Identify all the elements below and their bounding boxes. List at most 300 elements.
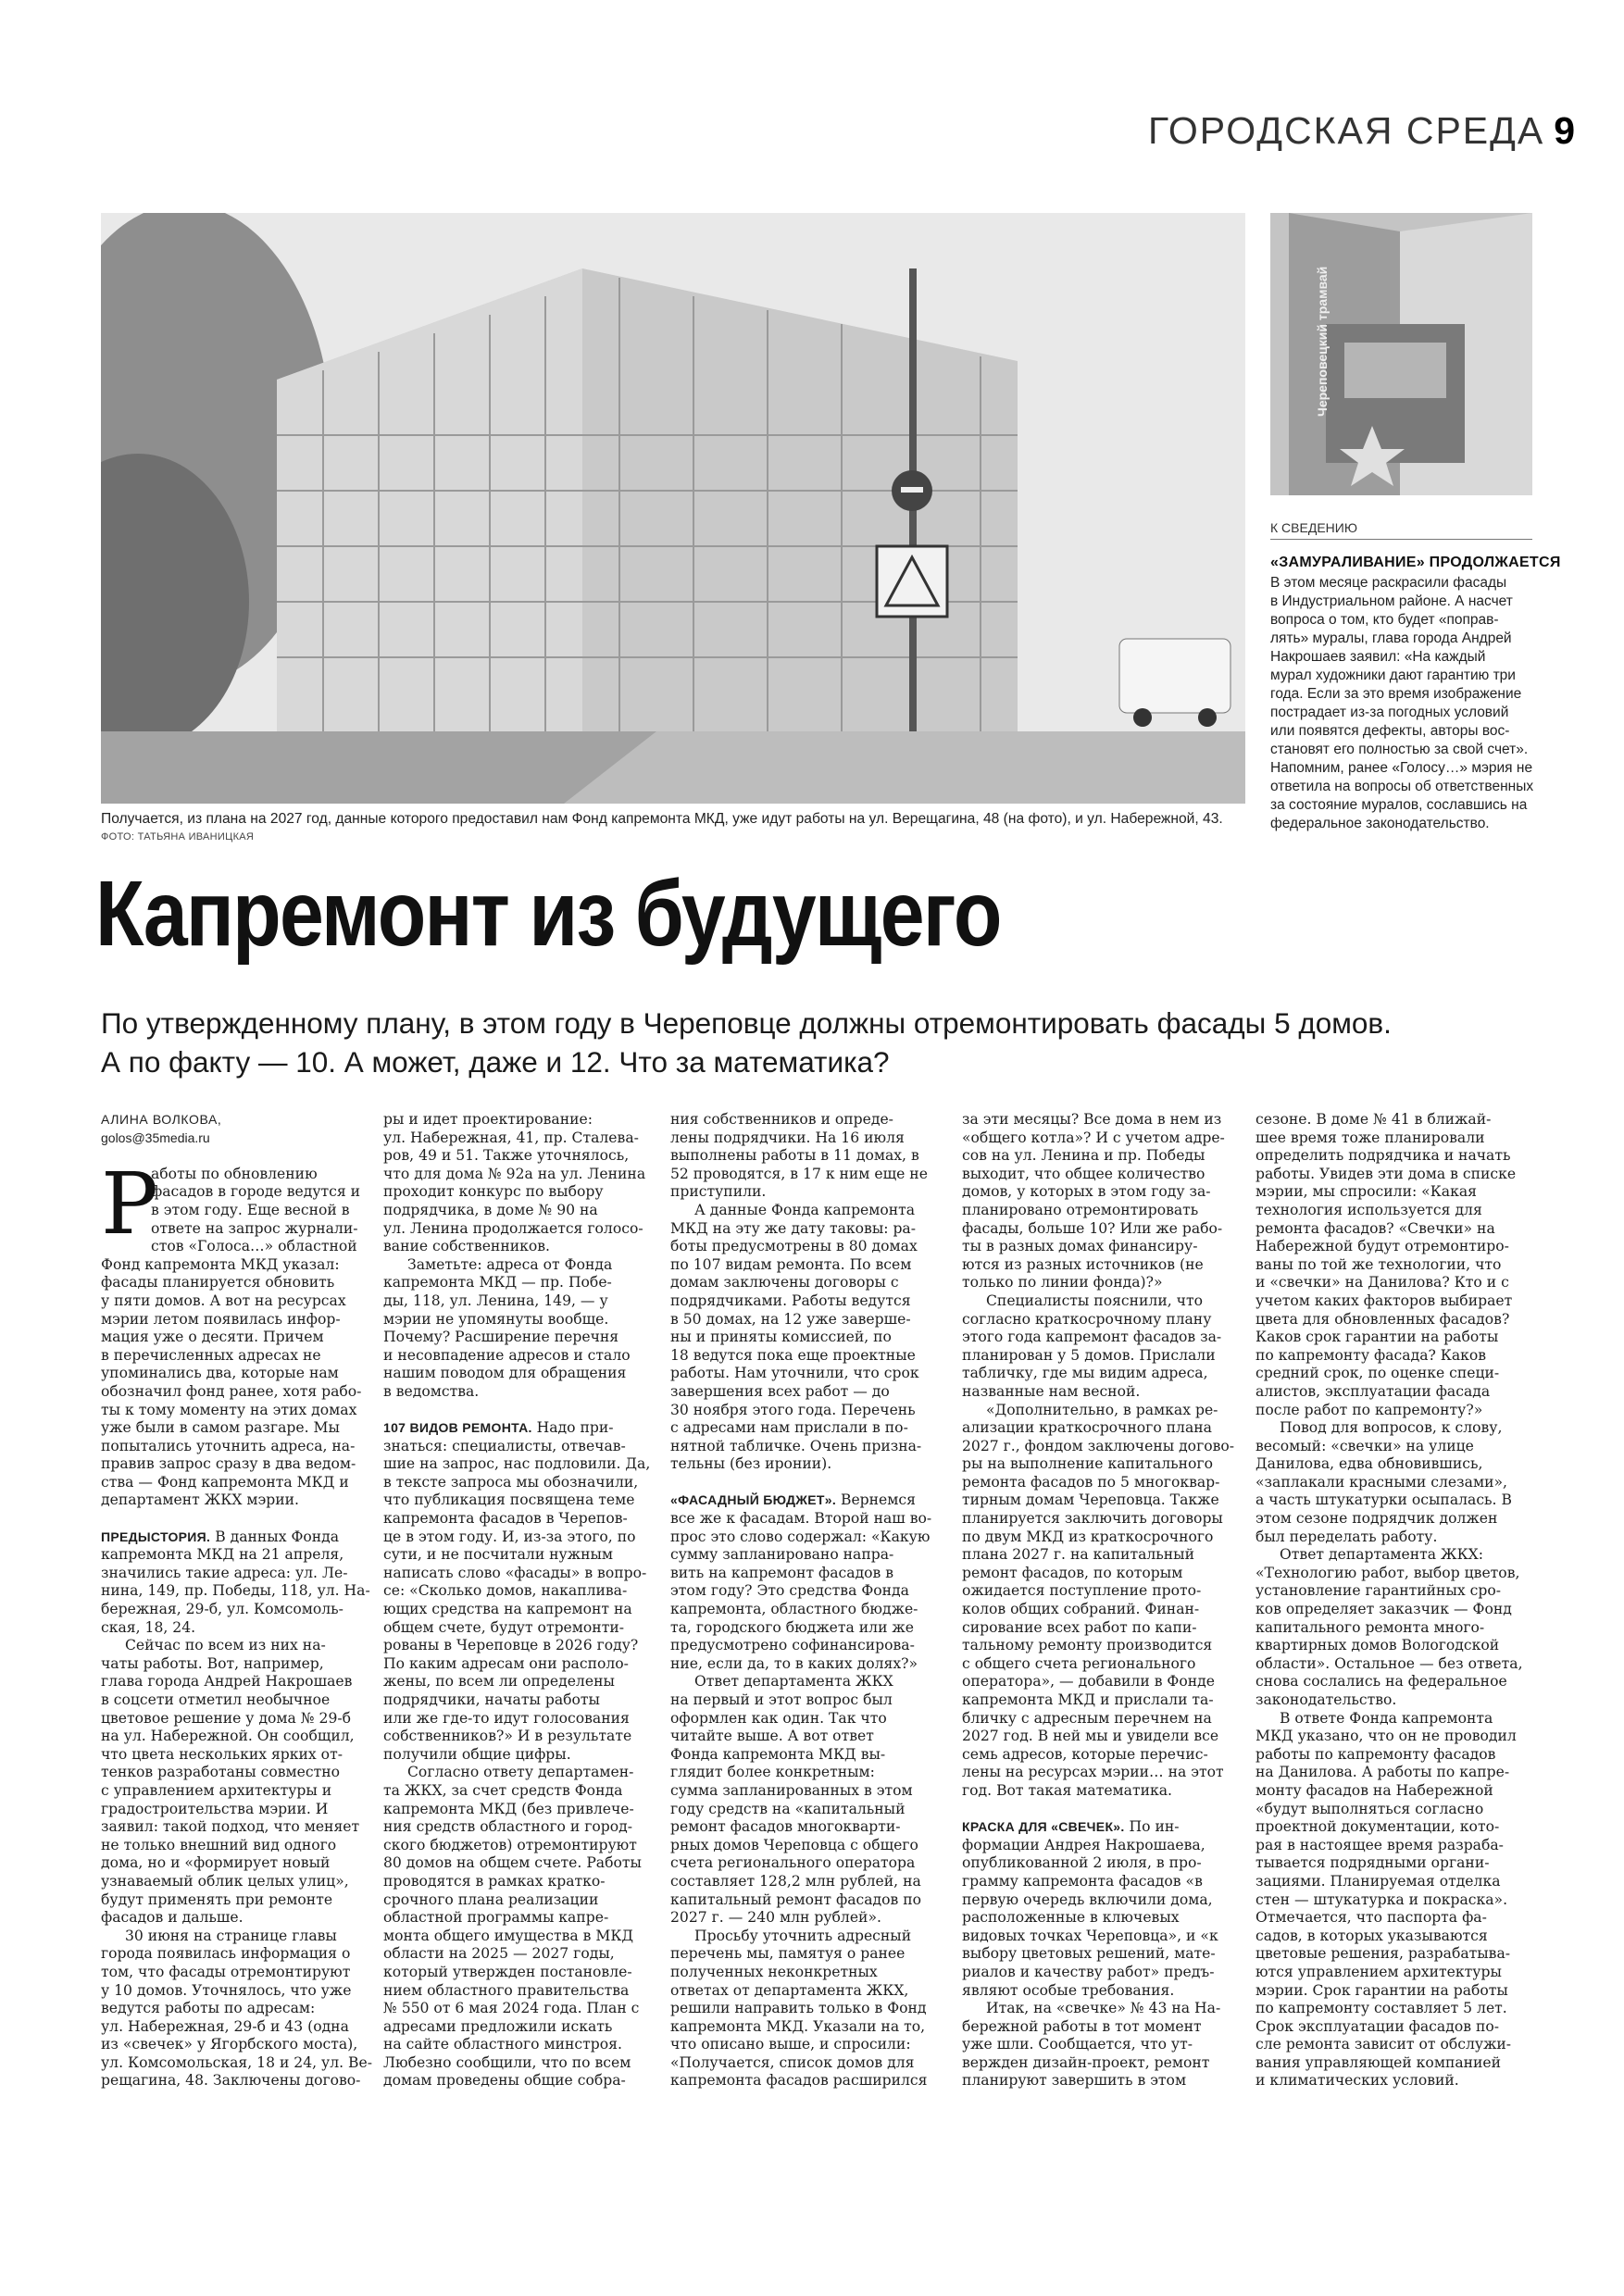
text-line: домам заключены договоры с (670, 1274, 899, 1292)
text-line: 2027 г., фондом заключены догово- (962, 1437, 1235, 1454)
sidebar-line: мурал художники дают гарантию три (1270, 668, 1516, 683)
text-line: все же к фасадам. Второй наш во- (670, 1510, 932, 1528)
text-line: Отмечается, что паспорта фа- (1255, 1909, 1487, 1927)
text-line: ремонта фасадов? «Свечки» на (1255, 1219, 1495, 1237)
text-line: грамму капремонта фасадов «в (962, 1872, 1203, 1890)
text-line: проектной документации, кото- (1255, 1818, 1500, 1836)
mural-photo (1270, 213, 1532, 495)
text-line: предусмотрено софинансирова- (670, 1637, 915, 1654)
text-line: тельны (без иронии). (670, 1455, 832, 1473)
text-line: подрядчики, начаты работы (383, 1691, 600, 1708)
text-line: Ответ департамента ЖКХ (694, 1673, 893, 1691)
text-line: выполнены работы в 11 домах, в (670, 1147, 919, 1165)
text-span: В данных Фонда (210, 1528, 340, 1545)
text-line: семь адресов, которые перечис- (962, 1745, 1208, 1763)
text-line: колов общих собраний. Финан- (962, 1601, 1200, 1618)
text-line: областной программы капре- (383, 1909, 609, 1927)
text-line: По каким адресам они располо- (383, 1654, 629, 1672)
sidebar-line: за состояние муралов, сославшись на (1270, 797, 1528, 813)
text-line: «Дополнительно, в рамках ре- (986, 1401, 1218, 1418)
text-line: жены, по всем ли определены (383, 1673, 615, 1691)
text-line: планирован у 5 домов. Прислали (962, 1346, 1216, 1364)
text-line: капремонта МКД — пр. Побе- (383, 1274, 612, 1292)
text-line: лены подрядчики. На 16 июля (670, 1129, 905, 1146)
text-line: рещагина, 48. Заключены догово- (101, 2072, 361, 2090)
sidebar-line: вопроса о том, кто будет «поправ- (1270, 612, 1499, 628)
text-line: капремонта МКД на 21 апреля, (101, 1546, 344, 1564)
text-line: капитальный ремонт фасадов по (670, 1890, 922, 1908)
text-line: вержден дизайн-проект, ремонт (962, 2053, 1210, 2071)
text-line: за эти месяцы? Все дома в нем из (962, 1111, 1222, 1128)
text-line: ул. Набережная, 41, пр. Сталева- (383, 1129, 639, 1146)
text-line: капитального ремонта много- (1255, 1618, 1485, 1636)
text-line: из «свечек» у Ягорбского моста), (101, 2036, 358, 2053)
text-line: этого года капремонт фасадов за- (962, 1329, 1222, 1346)
text-line: в 50 домах, на 12 уже заверше- (670, 1310, 911, 1328)
text-line: ды, 118, ул. Ленина, 149, — у (383, 1292, 608, 1309)
text-span: По ин- (1124, 1818, 1180, 1836)
text-line: цветовые решения, разрабатыва- (1255, 1945, 1511, 1963)
text-line: попытались уточнить адреса, на- (101, 1437, 356, 1454)
text-line: обозначил фонд ранее, хотя рабо- (101, 1382, 362, 1400)
text-line: оформлен как один. Так что (670, 1709, 887, 1727)
text-line: Сейчас по всем из них на- (125, 1637, 326, 1654)
text-line: ул. Ленина продолжается голосо- (383, 1219, 643, 1237)
text-line: ров, 49 и 51. Также уточнялось, (383, 1147, 630, 1165)
text-line: ского бюджетов) отремонтируют (383, 1836, 637, 1853)
text-line: капремонта фасадов в Черепов- (383, 1510, 628, 1528)
text-line: капремонта МКД и прислали та- (962, 1691, 1214, 1708)
text-line: по капремонту фасада? Каков (1255, 1346, 1487, 1364)
text-line: Заметьте: адреса от Фонда (407, 1255, 613, 1273)
text-line: планируют завершить в этом (962, 2072, 1187, 2090)
text-line: общем счете, будут отремонти- (383, 1618, 624, 1636)
text-line: фасады, больше 10? Или же рабо- (962, 1219, 1223, 1237)
text-line: шее время тоже планировали (1255, 1129, 1485, 1146)
text-line: градостроительства мэрии. И (101, 1800, 329, 1817)
text-line: области». Остальное — без ответа, (1255, 1654, 1523, 1672)
text-line: прос это слово содержал: «Какую (670, 1528, 931, 1545)
text-line: на ул. Набережной. Он сообщил, (101, 1728, 355, 1745)
text-line: знаться: специалисты, отвечав- (383, 1437, 626, 1454)
text-line: чаты работы. Вот, например, (101, 1654, 324, 1672)
text-line: сезоне. В доме № 41 в ближай- (1255, 1111, 1492, 1128)
text-line: 30 ноября этого года. Перечень (670, 1401, 916, 1418)
text-line: Специалисты пояснили, что (986, 1292, 1203, 1309)
text-line: подрядчика, в доме № 90 на (383, 1201, 598, 1218)
text-line: рованы в Череповце в 2026 году? (383, 1637, 639, 1654)
text-line: уже шли. Сообщается, что ут- (962, 2036, 1193, 2053)
text-line: перечень мы, памятуя о ранее (670, 1945, 906, 1963)
text-line: и «свечки» на Данилова? Кто и с (1255, 1274, 1509, 1292)
text-line: решили направить только в Фонд (670, 2000, 927, 2017)
text-line: Повод для вопросов, к слову, (1280, 1419, 1503, 1437)
text-line: год. Вот такая математика. (962, 1781, 1172, 1799)
text-line: 2027 год. В ней мы и увидели все (962, 1728, 1219, 1745)
headline: Капремонт из будущего (95, 862, 1001, 966)
text-line: Итак, на «свечке» № 43 на На- (986, 2000, 1221, 2017)
text-line: проводятся в рамках кратко- (383, 1872, 606, 1890)
text-line: получили общие цифры. (383, 1745, 571, 1763)
text-line: Согласно ответу департамен- (407, 1764, 634, 1781)
sidebar-line: года. Если за это время изображение (1270, 686, 1522, 702)
text-line: лены на ресурсах мэрии… на этот (962, 1764, 1224, 1781)
text-line: работы. Нам уточнили, что срок (670, 1365, 919, 1382)
text-line: упоминались два, которые нам (101, 1365, 339, 1382)
text-line: тенков разработаны совместно (101, 1764, 341, 1781)
sidebar-text (1270, 574, 1539, 833)
section-header (1148, 109, 1576, 153)
lead-line: А по факту — 10. А может, даже и 12. Что за математика? (101, 1045, 890, 1079)
text-line: полученных неконкретных (670, 1963, 878, 1980)
text-line: боты предусмотрены в 80 домах (670, 1238, 918, 1255)
text-line: глядит более конкретным: (670, 1764, 875, 1781)
text-line: срочного плана реализации (383, 1890, 599, 1908)
text-line: по капремонту составляет 5 лет. (1255, 2000, 1507, 2017)
text-line: ваны по той же технологии, что (1255, 1255, 1502, 1273)
sidebar-line: ответила на вопросы об ответственных (1270, 779, 1534, 794)
article-column-2 (383, 1111, 651, 2090)
text-line: «заплакали красными слезами», (1255, 1473, 1507, 1491)
text-line: выбору цветовых решений, мате- (962, 1945, 1216, 1963)
text-line: Почему? Расширение перечня (383, 1329, 619, 1346)
text-line: проходит конкурс по выбору (383, 1183, 604, 1201)
text-line: «общего котла»? И с учетом адре- (962, 1129, 1225, 1146)
text-line: будут применять при ремонте (101, 1890, 333, 1908)
lead-paragraph (101, 1004, 1545, 1081)
text-line: установление гарантийных сро- (1255, 1582, 1501, 1600)
text-line: ведутся работы по адресам: (101, 2000, 316, 2017)
sidebar-line: федеральное законодательство. (1270, 816, 1490, 831)
text-line: 80 домов на общем счете. Работы (383, 1854, 642, 1872)
text-line: области на 2025 — 2027 годы, (383, 1945, 615, 1963)
text-line: технология используется для (1255, 1201, 1482, 1218)
text-line: шие на запрос, нас подловили. Да, (383, 1455, 651, 1473)
text-line: бличку с адресным перечнем на (962, 1709, 1212, 1727)
text-line: в перечисленных адресах не (101, 1346, 321, 1364)
sidebar-line: Напомним, ранее «Голосу…» мэрия не (1270, 760, 1533, 776)
text-line: с общего счета регионального (962, 1654, 1196, 1672)
text-line: та ЖКХ, за счет средств Фонда (383, 1781, 623, 1799)
mural-text: Череповецкий трамвай (1315, 266, 1330, 417)
text-line: ализации краткосрочного плана (962, 1419, 1212, 1437)
text-line: в ведомства. (383, 1382, 480, 1400)
text-line: являют особые требования. (962, 1981, 1175, 1999)
text-line: ремонт фасадов, по которым (962, 1564, 1183, 1581)
byline-name: АЛИНА ВОЛКОВА, (101, 1112, 222, 1127)
text-line: ты к тому моменту на этих домах (101, 1401, 357, 1418)
text-line: глава города Андрей Накрошаев (101, 1673, 353, 1691)
text-line: монту фасадов на Набережной (1255, 1781, 1493, 1799)
text-line: оператора», — добавили в Фонде (962, 1673, 1215, 1691)
text-line: ются из разных источников (не (962, 1255, 1204, 1273)
text-line: цвета для обновленных фасадов? (1255, 1310, 1510, 1328)
text-line: мэрии летом появилась инфор- (101, 1310, 341, 1328)
text-line: счета регионального оператора (670, 1854, 916, 1872)
text-line: «Технологию работ, выбор цветов, (1255, 1564, 1520, 1581)
text-line: МКД указано, что он не проводил (1255, 1728, 1517, 1745)
text-line: тальному ремонту производится (962, 1637, 1213, 1654)
text-line: дома, но и «формирует новый (101, 1854, 331, 1872)
text-line: бережной работы в тот момент (962, 2017, 1202, 2035)
text-line: МКД на эту же дату таковы: ра- (670, 1219, 917, 1237)
text-line: планировано отремонтировать (962, 1201, 1199, 1218)
text-line: Ответ департамента ЖКХ: (1280, 1546, 1484, 1564)
text-line: завершения всех работ — до (670, 1382, 890, 1400)
text-line: на Данилова. А работы по капре- (1255, 1764, 1510, 1781)
text-line: подрядчиками. Работы ведутся (670, 1292, 911, 1309)
text-line: алистов, эксплуатации фасада (1255, 1382, 1491, 1400)
text-line: фасадов в городе ведутся и (151, 1183, 361, 1201)
text-line: ния собственников и опреде- (670, 1111, 893, 1128)
text-line: квартирных домов Вологодской (1255, 1637, 1500, 1654)
text-line: мэрии. Срок гарантии на работы (1255, 1981, 1508, 1999)
text-line: Каков срок гарантии на работы (1255, 1329, 1499, 1346)
text-line: нашим поводом для обращения (383, 1365, 627, 1382)
drop-cap: Р (101, 1154, 158, 1254)
sidebar-line: пострадает из-за погодных условий (1270, 705, 1509, 720)
sidebar-rule (1270, 539, 1532, 540)
text-line: департамент ЖКХ мэрии. (101, 1491, 299, 1509)
text-line: капремонта МКД (без привлече- (383, 1800, 634, 1817)
subhead: КРАСКА ДЛЯ «СВЕЧЕК». (962, 1819, 1125, 1835)
text-line: средний срок, по оценке специ- (1255, 1365, 1500, 1382)
text-line: мэрии не упомянуты вообще. (383, 1310, 609, 1328)
text-line: ул. Набережная, 29-б и 43 (одна (101, 2017, 349, 2035)
text-line: № 550 от 6 мая 2024 года. План с (383, 2000, 640, 2017)
text-line: правив запрос сразу в два ведом- (101, 1455, 356, 1473)
text-line: капремонта МКД. Указали на то, (670, 2017, 926, 2035)
text-line: «будут выполняться согласно (1255, 1800, 1484, 1817)
text-line: ющих средства на капремонт на (383, 1601, 632, 1618)
page-number: 9 (1554, 109, 1576, 152)
text-line: законодательство. (1255, 1691, 1397, 1708)
byline-email: golos@35media.ru (101, 1129, 210, 1145)
text-line: учетом каких факторов выбирает (1255, 1292, 1513, 1309)
sidebar-line: лять» муралы, глава города Андрей (1270, 630, 1512, 646)
text-line: мэрии, мы спросили: «Какая (1255, 1183, 1477, 1201)
text-line: узнаваемый облик целых улиц», (101, 1872, 349, 1890)
text-line: монта общего имущества в МКД (383, 1927, 634, 1944)
text-line: ты в разных домах финансиру- (962, 1238, 1198, 1255)
text-line: аботы по обновлению (151, 1165, 318, 1182)
mural-image (1270, 213, 1532, 495)
text-line: ская, 18, 24. (101, 1618, 196, 1636)
text-line: капремонта фасадов расширился (670, 2072, 928, 2090)
text-line: значились такие адреса: ул. Ле- (101, 1564, 348, 1581)
section-name: ГОРОДСКАЯ СРЕДА (1148, 109, 1545, 152)
text-line: ние, если да, то в каких долях?» (670, 1654, 918, 1672)
text-line: написать слово «фасады» в вопро- (383, 1564, 647, 1581)
text-line: что описано выше, и спросили: (670, 2036, 911, 2053)
text-line: с управлением архитектуры и (101, 1781, 332, 1799)
text-line: Любезно сообщили, что по всем (383, 2053, 631, 2071)
text-line: Фонд капремонта МКД указал: (101, 1255, 340, 1273)
text-line: сирование всех работ по капи- (962, 1618, 1197, 1636)
text-line: тывается подрядными органи- (1255, 1854, 1490, 1872)
sidebar-line: Накрошаев заявил: «На каждый (1270, 649, 1486, 665)
text-line: цветовое решение у дома № 29-б (101, 1709, 352, 1727)
text-line: бережная, 29-б, ул. Комсомоль- (101, 1601, 344, 1618)
text-line: рных домов Череповца с общего (670, 1836, 918, 1853)
text-line: только по линии фонда)?» (962, 1274, 1163, 1292)
text-line: ремонта фасадов по 5 многоквар- (962, 1473, 1220, 1491)
photo-caption: Получается, из плана на 2027 год, данные которого предоставил нам Фонд капремонта МКД, уже идут работы на ул. Верещагина, 48 (на фото), и ул. Набережной, 43. (101, 811, 1223, 827)
text-line: ответе на запрос журнали- (151, 1219, 358, 1237)
text-line: ремонт фасадов многокварти- (670, 1818, 901, 1836)
text-line: составляет 128,2 млн рублей, на (670, 1872, 921, 1890)
text-line: ния средств областного и город- (383, 1818, 633, 1836)
text-line: в тексте запроса мы обозначили, (383, 1473, 639, 1491)
sidebar-label: К СВЕДЕНИЮ (1270, 520, 1357, 535)
sidebar-line: В этом месяце раскрасили фасады (1270, 575, 1507, 591)
text-line: опубликованной 2 июля, в про- (962, 1854, 1202, 1872)
scaffold-building-image (101, 213, 1245, 804)
text-line: Фонда капремонта МКД вы- (670, 1745, 886, 1763)
text-line: по двум МКД из краткосрочного (962, 1528, 1214, 1545)
text-line: нина, 149, пр. Победы, 118, ул. На- (101, 1582, 370, 1600)
text-line: 2027 г. — 240 млн рублей». (670, 1909, 881, 1927)
text-span: Надо при- (531, 1419, 614, 1437)
text-line: стен — штукатурка и покраска». (1255, 1890, 1508, 1908)
subhead-line (670, 1491, 935, 1510)
text-line: первую очередь включили дома, (962, 1890, 1213, 1908)
text-line: после работ по капремонту?» (1255, 1401, 1483, 1418)
text-line: заявил: такой подход, что меняет (101, 1818, 360, 1836)
text-line: ков определяет заказчик — Фонд (1255, 1601, 1512, 1618)
text-line: в этом году. Еще весной в (151, 1201, 350, 1218)
article-column-5 (1255, 1111, 1533, 2090)
text-line: це в этом году. И, из-за этого, по (383, 1528, 636, 1545)
text-line: не только внешний вид одного (101, 1836, 337, 1853)
text-line: уже были в самом разгаре. Мы (101, 1419, 340, 1437)
main-photo (101, 213, 1245, 804)
text-line: 52 проводятся, в 17 к ним еще не (670, 1165, 928, 1182)
text-line: планируется заключить договоры (962, 1510, 1223, 1528)
subhead-line (383, 1419, 648, 1438)
text-line: что публикация посвящена теме (383, 1491, 635, 1509)
text-span: Вернемся (836, 1491, 916, 1509)
text-line: читайте выше. А вот ответ (670, 1728, 874, 1745)
text-line: сути, и не посчитали нужным (383, 1546, 614, 1564)
text-line: сле ремонта зависит от обслужи- (1255, 2036, 1512, 2053)
text-line: расположенные в ключевых (962, 1909, 1180, 1927)
article-column-3 (670, 1111, 935, 2090)
text-line: плана 2027 г. на капитальный (962, 1546, 1194, 1564)
text-line: у 10 домов. Уточнялось, что уже (101, 1981, 352, 1999)
text-line: сумма запланированных в этом (670, 1781, 913, 1799)
text-line: по 107 видам ремонта. По всем (670, 1255, 912, 1273)
subhead-line (101, 1529, 366, 1547)
text-line: который утвержден постановле- (383, 1963, 632, 1980)
text-line: ны и приняты комиссией, по (670, 1329, 892, 1346)
text-line: Данилова, едва обновившись, (1255, 1455, 1483, 1473)
text-line: году средств на «капитальный (670, 1800, 906, 1817)
text-line: снова сослались на федеральное (1255, 1673, 1507, 1691)
text-line: формации Андрея Накрошаева, (962, 1836, 1206, 1853)
text-line: весомый: «свечки» на улице (1255, 1437, 1474, 1454)
subhead: 107 ВИДОВ РЕМОНТА. (383, 1420, 532, 1436)
text-line: та, городского бюджета или же (670, 1618, 914, 1636)
article-column-4 (962, 1111, 1235, 2090)
photo-credit: ФОТО: ТАТЬЯНА ИВАНИЦКАЯ (101, 831, 255, 842)
text-line: домов, у которых в этом году за- (962, 1183, 1211, 1201)
text-line: работы по капремонту фасадов (1255, 1745, 1496, 1763)
text-line: а часть штукатурки осыпалась. В (1255, 1491, 1512, 1509)
sidebar-title: «ЗАМУРАЛИВАНИЕ» ПРОДОЛЖАЕТСЯ (1270, 555, 1561, 570)
text-line: Набережной будут отремонтиро- (1255, 1238, 1509, 1255)
text-line: нием областного правительства (383, 1981, 630, 1999)
text-line: сумму запланировано напра- (670, 1546, 894, 1564)
text-line: этом сезоне подрядчик должен (1255, 1510, 1498, 1528)
article-column-1 (101, 1111, 372, 2090)
text-line: ры на выполнение капитального (962, 1455, 1213, 1473)
sidebar-line: или появятся дефекты, авторы вос- (1270, 723, 1510, 739)
text-line: выходит, что общее количество (962, 1165, 1206, 1182)
text-line: или же где-то идут голосования (383, 1709, 630, 1727)
sidebar-line: в Индустриальном районе. А насчет (1270, 593, 1513, 609)
text-line: капремонта, областного бюдже- (670, 1601, 918, 1618)
text-line: приступили. (670, 1183, 767, 1201)
text-line: вания управляющей компанией (1255, 2053, 1502, 2071)
text-line: табличку, где мы видим адреса, (962, 1365, 1208, 1382)
text-line: домам проведены общие собра- (383, 2072, 626, 2090)
text-line: видовых точках Череповца», и «к (962, 1927, 1218, 1944)
text-line: Просьбу уточнить адресный (694, 1927, 912, 1944)
text-line: и климатических условий. (1255, 2072, 1459, 2090)
lead-line: По утвержденному плану, в этом году в Череповце должны отремонтировать фасады 5 домов. (101, 1006, 1392, 1040)
subhead-line (962, 1818, 1227, 1837)
text-line: был переделать работу. (1255, 1528, 1438, 1545)
text-line: рая в настоящее время разраба- (1255, 1836, 1504, 1853)
text-line: сов на ул. Ленина и пр. Победы (962, 1147, 1206, 1165)
text-line: тирным домам Череповца. Также (962, 1491, 1219, 1509)
text-line: том, что фасады отремонтируют (101, 1963, 351, 1980)
text-line: «Получается, список домов для (670, 2053, 915, 2071)
text-line: и несовпадение адресов и стало (383, 1346, 631, 1364)
sidebar-line: становят его полностью за свой счет». (1270, 742, 1529, 757)
text-line: 18 ведутся пока еще проектные (670, 1346, 916, 1364)
text-line: что для дома № 92а на ул. Ленина (383, 1165, 646, 1182)
text-line: ства — Фонд капремонта МКД и (101, 1473, 349, 1491)
intro-block (101, 1154, 366, 1256)
text-line: собственников?» И в результате (383, 1728, 632, 1745)
text-line: определить подрядчика и начать (1255, 1147, 1511, 1165)
text-line: нятной табличке. Очень призна- (670, 1437, 922, 1454)
text-line: в соцсети отметил необычное (101, 1691, 331, 1708)
text-line: согласно краткосрочному плану (962, 1310, 1212, 1328)
text-line: мация уже о десяти. Причем (101, 1329, 324, 1346)
text-line: фасады планируется обновить (101, 1274, 335, 1292)
text-line: у пяти домов. А вот на ресурсах (101, 1292, 346, 1309)
text-line: 30 июня на странице главы (125, 1927, 337, 1944)
text-line: стов «Голоса…» областной (151, 1238, 357, 1255)
text-line: зациями. Планируемая отделка (1255, 1872, 1501, 1890)
text-line: фасадов и дальше. (101, 1909, 244, 1927)
text-line: вить на капремонт фасадов в (670, 1564, 894, 1581)
subhead: «ФАСАДНЫЙ БЮДЖЕТ». (670, 1492, 837, 1508)
text-line: на первый и этот вопрос был (670, 1691, 893, 1708)
text-line: адресами предложили искать (383, 2017, 613, 2035)
text-line: с адресами нам прислали в по- (670, 1419, 908, 1437)
text-line: вание собственников. (383, 1238, 550, 1255)
text-line: ры и идет проектирование: (383, 1111, 593, 1128)
text-line: что цвета нескольких ярких от- (101, 1745, 343, 1763)
text-line: города появилась информация о (101, 1945, 351, 1963)
text-line: се: «Сколько домов, накаплива- (383, 1582, 628, 1600)
text-line: ются управлением архитектуры (1255, 1963, 1502, 1980)
text-line: названные нам весной. (962, 1382, 1141, 1400)
